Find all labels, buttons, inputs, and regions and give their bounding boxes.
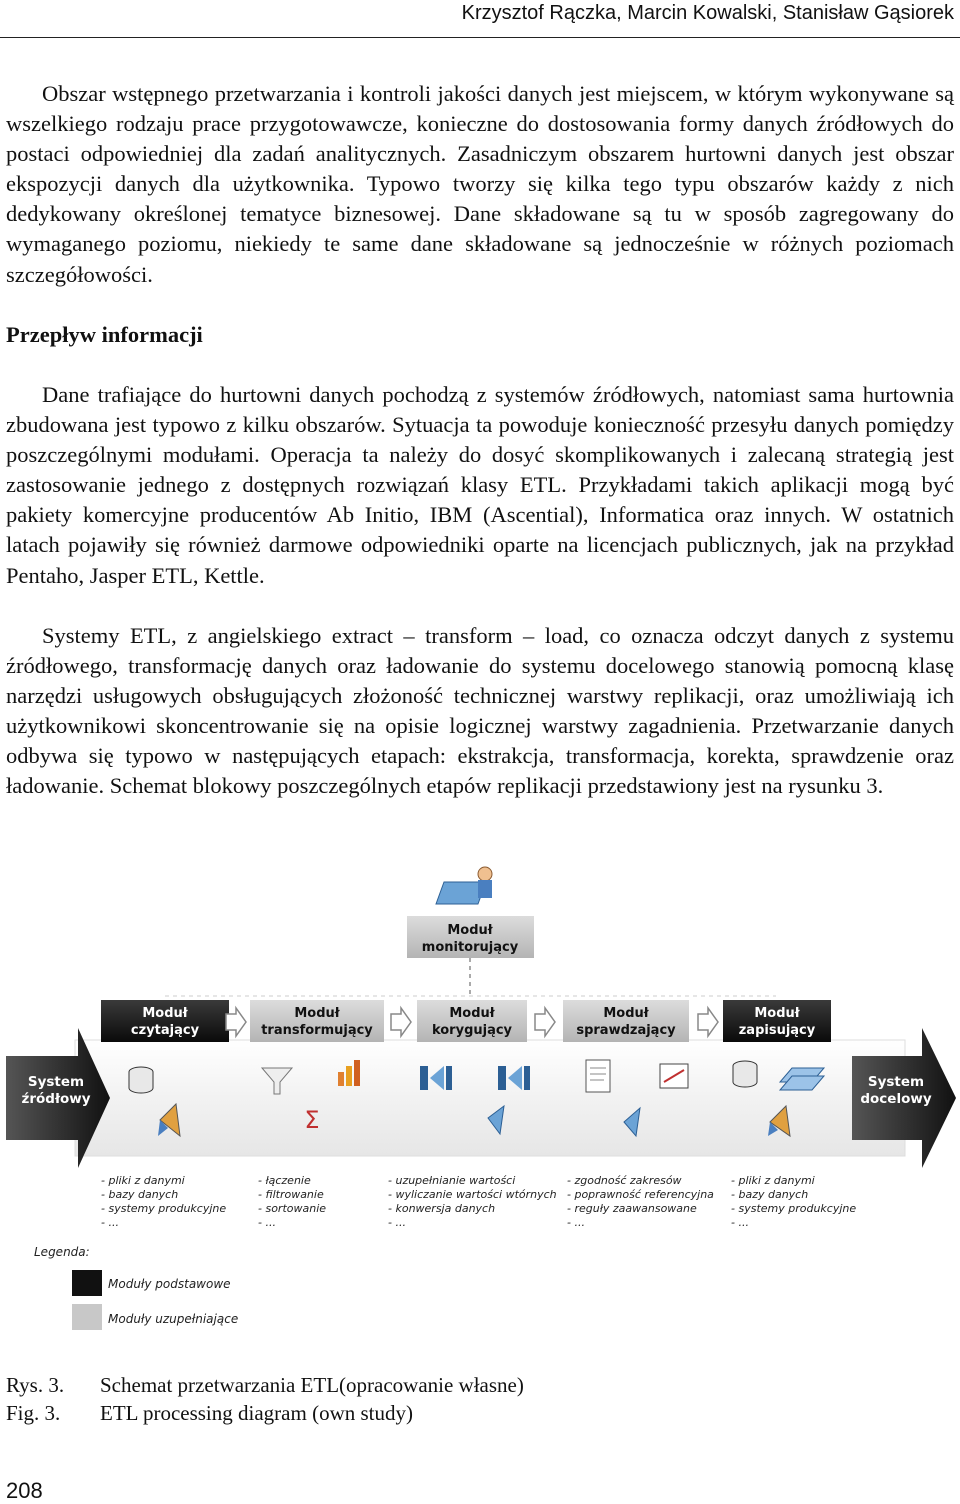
section-title: Przepływ informacji (6, 322, 203, 347)
source-line2: źródłowy (21, 1091, 91, 1107)
figure-caption-pl (6, 1371, 524, 1399)
document-icon (586, 1060, 610, 1092)
split-icon (498, 1066, 506, 1090)
module-label-line2: czytający (130, 1023, 200, 1038)
svg-text:- uzupełnianie wartości: - uzupełnianie wartości (388, 1174, 516, 1187)
module-label-line2: transformujący (261, 1023, 373, 1038)
legend-supplementary-label: Moduły uzupełniające (108, 1312, 239, 1326)
monitor-person-icon (436, 867, 492, 904)
paragraph-3: Systemy ETL, z angielskiego extract – transform – load, co oznacza odczyt danych z systemu źródłowego, transformację danych oraz ładowanie do systemu docelowego stanowią pomocną klasę narzędzi usługowych obsługujących złożoność technicznej warstwy replikacji, oraz umożliwiają ich użytkownikowi skoncentrowanie się na opisie logicznej warstwy zagadnienia. Przetwarzanie danych odbywa się typowo w następujących etapach: ekstrakcja, transformacja, korekta, sprawdzenie oraz ładowanie. Schemat blokowy poszczególnych etapów replikacji przedstawiony jest na rysunku 3. (6, 623, 954, 799)
flow-band (75, 1040, 905, 1156)
page-header (0, 0, 960, 38)
svg-text:- sortowanie: - sortowanie (258, 1202, 327, 1215)
svg-text:- systemy produkcyjne: - systemy produkcyjne (101, 1202, 227, 1215)
legend-basic-swatch (72, 1270, 102, 1296)
svg-text:- wyliczanie wartości wtórnych: - wyliczanie wartości wtórnych (388, 1188, 557, 1201)
module-reader-items (101, 1174, 226, 1229)
diagram-legend (34, 1245, 238, 1330)
target-line1: System (867, 1074, 925, 1090)
svg-text:- systemy produkcyjne: - systemy produkcyjne (731, 1202, 857, 1215)
etl-diagram (0, 860, 960, 1340)
svg-text:- pliki z danymi: - pliki z danymi (101, 1174, 185, 1187)
module-label-line1: Moduł (294, 1006, 340, 1021)
caption-en-label: Fig. 3. (6, 1401, 61, 1425)
module-corrector-items (388, 1174, 557, 1229)
arrow-right-icon (391, 1008, 411, 1036)
module-label-line1: Moduł (754, 1006, 800, 1021)
module-label-line1: Moduł (142, 1006, 188, 1021)
arrow-right-icon (535, 1008, 555, 1036)
caption-pl-label: Rys. 3. (6, 1373, 65, 1397)
svg-text:- ...: - ... (101, 1216, 119, 1229)
bar-chart-icon (338, 1072, 344, 1086)
legend-title: Legenda: (34, 1245, 90, 1259)
monitor-line1: Moduł (447, 923, 493, 938)
svg-text:- ...: - ... (567, 1216, 585, 1229)
svg-text:- konwersja danych: - konwersja danych (388, 1202, 496, 1215)
sigma-icon: Σ (304, 1106, 320, 1134)
merge-icon (420, 1066, 428, 1090)
monitor-line2: monitorujący (421, 940, 519, 955)
legend-basic-label: Moduły podstawowe (108, 1277, 231, 1291)
module-label-line2: zapisujący (738, 1023, 816, 1038)
source-line1: System (27, 1074, 85, 1090)
monitor-module (407, 916, 534, 958)
module-validator-items (567, 1174, 714, 1229)
paragraph-2: Dane trafiające do hurtowni danych pochodzą z systemów źródłowych, natomiast sama hurtownia zbudowana jest typowo z kilku obszarów. Sytuacja ta powoduje konieczność przesyłu danych pomiędzy poszczególnymi modułami. Operacja ta należy do dosyć skomplikowanych i zalecaną strategią jest zastosowanie jednego z dostępnych rozwiązań klasy ETL. Przykładami takich aplikacji mogą być pakiety komercyjne producentów Ab Initio, IBM (Ascential), Informatica oraz innych. W ostatnich latach pojawiły się również darmowe odpowiedniki oparte na licencjach publicznych, jak na przykład Pentaho, Jasper ETL, Kettle. (6, 382, 954, 588)
svg-text:- ...: - ... (258, 1216, 276, 1229)
legend-supplementary-swatch (72, 1304, 102, 1330)
header-authors: Krzysztof Rączka, Marcin Kowalski, Stanisław Gąsiorek (461, 2, 954, 24)
svg-text:- łączenie: - łączenie (258, 1174, 311, 1187)
arrow-right-icon (698, 1008, 718, 1036)
module-label-line2: sprawdzający (576, 1023, 676, 1038)
module-label-line1: Moduł (603, 1006, 649, 1021)
paragraph-1: Obszar wstępnego przetwarzania i kontroli jakości danych jest miejscem, w którym wykonywane są wszelkiego rodzaju prace przygotowawcze, konieczne do dostosowania formy danych źródłowych do postaci odpowiedniej dla zadań analitycznych. Zasadniczym obszarem hurtowni danych jest obszar ekspozycji danych dla użytkownika. Typowo tworzy się kilka tego typu obszarów każdy z nich dedykowany określonej tematyce biznesowej. Dane składowane są tu w sposób zagregowany do wymaganego poziomu, niekiedy te same dane składowane są jednocześnie w różnych poziomach szczegółowości. (6, 81, 954, 287)
svg-text:- bazy danych: - bazy danych (101, 1188, 179, 1201)
caption-en-text: ETL processing diagram (own study) (100, 1401, 413, 1425)
svg-text:- filtrowanie: - filtrowanie (258, 1188, 324, 1201)
svg-text:- bazy danych: - bazy danych (731, 1188, 809, 1201)
module-writer-items (731, 1174, 856, 1229)
svg-text:- ...: - ... (388, 1216, 406, 1229)
target-line2: docelowy (860, 1091, 932, 1107)
page-number: 208 (6, 1478, 43, 1503)
svg-text:- reguły zaawansowane: - reguły zaawansowane (567, 1202, 697, 1215)
svg-text:- pliki z danymi: - pliki z danymi (731, 1174, 815, 1187)
svg-text:- ...: - ... (731, 1216, 749, 1229)
module-transformer-items (258, 1174, 326, 1229)
module-label-line1: Moduł (449, 1006, 495, 1021)
module-label-line2: korygujący (431, 1023, 513, 1038)
svg-text:- zgodność zakresów: - zgodność zakresów (567, 1174, 682, 1187)
caption-pl-text: Schemat przetwarzania ETL(opracowanie własne) (100, 1373, 524, 1397)
svg-text:- poprawność referencyjna: - poprawność referencyjna (567, 1188, 714, 1201)
figure-caption-en (6, 1399, 413, 1427)
